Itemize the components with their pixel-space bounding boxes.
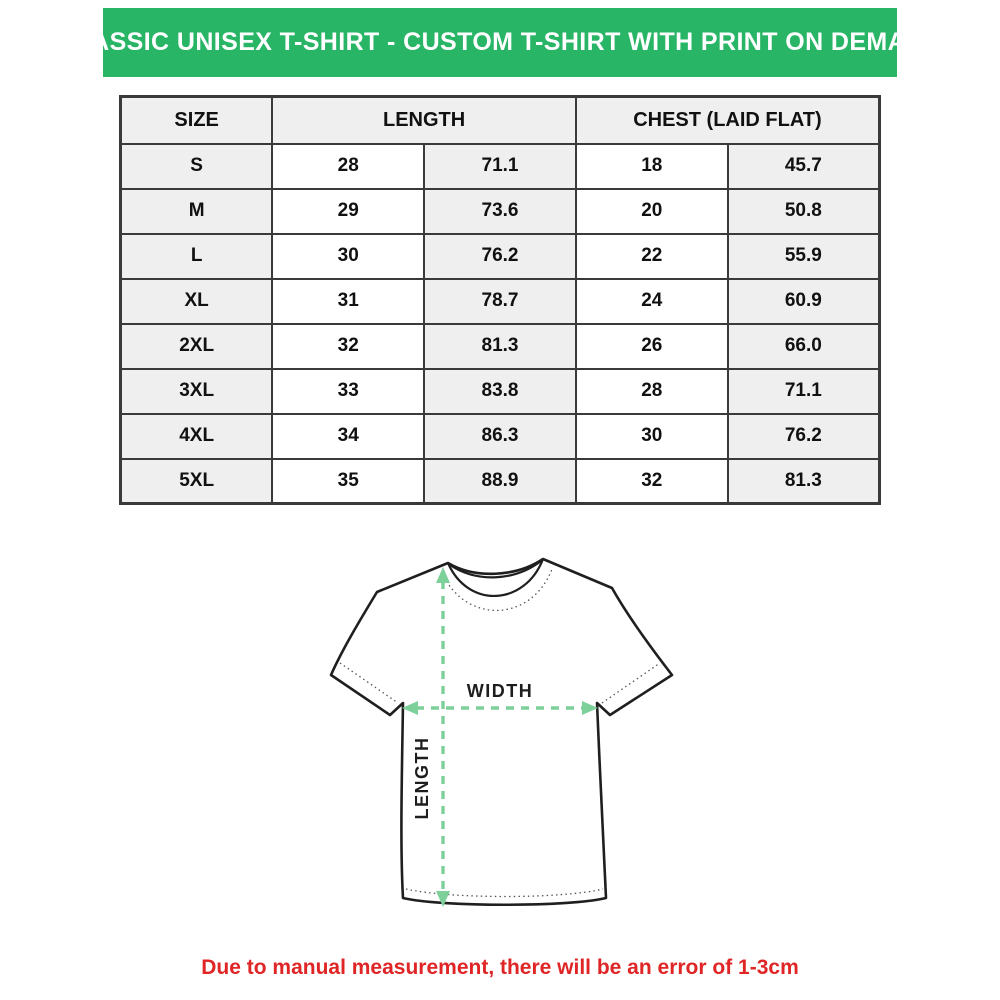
chest-in-cell: 32 <box>576 459 728 504</box>
size-cell: 4XL <box>121 414 273 459</box>
chest-cm-cell: 81.3 <box>728 459 880 504</box>
size-table-body <box>121 144 880 504</box>
length-in-cell: 31 <box>272 279 424 324</box>
tshirt-outline-icon <box>331 559 672 905</box>
chest-in-cell: 28 <box>576 369 728 414</box>
table-row <box>121 324 880 369</box>
length-cm-cell: 73.6 <box>424 189 576 234</box>
page-title: CLASSIC UNISEX T-SHIRT - CUSTOM T-SHIRT WITH PRINT ON DEMAND <box>56 28 944 56</box>
table-row <box>121 234 880 279</box>
col-header-size: SIZE <box>121 97 273 144</box>
tshirt-diagram-svg <box>310 545 690 925</box>
size-cell: 2XL <box>121 324 273 369</box>
length-in-cell: 33 <box>272 369 424 414</box>
length-cm-cell: 76.2 <box>424 234 576 279</box>
length-cm-cell: 83.8 <box>424 369 576 414</box>
chest-cm-cell: 71.1 <box>728 369 880 414</box>
chest-cm-cell: 76.2 <box>728 414 880 459</box>
size-cell: 3XL <box>121 369 273 414</box>
size-table-header <box>121 97 880 144</box>
chest-in-cell: 26 <box>576 324 728 369</box>
length-cm-cell: 78.7 <box>424 279 576 324</box>
length-cm-cell: 71.1 <box>424 144 576 189</box>
length-in-cell: 35 <box>272 459 424 504</box>
size-table <box>119 95 881 505</box>
chest-in-cell: 24 <box>576 279 728 324</box>
chest-cm-cell: 55.9 <box>728 234 880 279</box>
col-header-length: LENGTH <box>272 97 576 144</box>
length-label: LENGTH <box>412 736 432 820</box>
length-in-cell: 29 <box>272 189 424 234</box>
table-row <box>121 144 880 189</box>
chest-cm-cell: 60.9 <box>728 279 880 324</box>
length-cm-cell: 81.3 <box>424 324 576 369</box>
length-cm-cell: 88.9 <box>424 459 576 504</box>
chest-cm-cell: 45.7 <box>728 144 880 189</box>
length-in-cell: 28 <box>272 144 424 189</box>
length-in-cell: 32 <box>272 324 424 369</box>
size-cell: 5XL <box>121 459 273 504</box>
col-header-chest: CHEST (LAID FLAT) <box>576 97 880 144</box>
chest-cm-cell: 66.0 <box>728 324 880 369</box>
length-cm-cell: 86.3 <box>424 414 576 459</box>
size-cell: M <box>121 189 273 234</box>
table-row <box>121 414 880 459</box>
size-cell: L <box>121 234 273 279</box>
title-banner <box>56 8 944 77</box>
table-row <box>121 279 880 324</box>
table-row <box>121 189 880 234</box>
header-row <box>121 97 880 144</box>
length-in-cell: 34 <box>272 414 424 459</box>
size-cell: S <box>121 144 273 189</box>
length-in-cell: 30 <box>272 234 424 279</box>
chest-in-cell: 20 <box>576 189 728 234</box>
measurement-note: Due to manual measurement, there will be an error of 1-3cm <box>201 956 799 979</box>
table-row <box>121 459 880 504</box>
chest-in-cell: 22 <box>576 234 728 279</box>
size-cell: XL <box>121 279 273 324</box>
chest-cm-cell: 50.8 <box>728 189 880 234</box>
width-label: WIDTH <box>466 681 534 701</box>
chest-in-cell: 30 <box>576 414 728 459</box>
chest-in-cell: 18 <box>576 144 728 189</box>
table-row <box>121 369 880 414</box>
tshirt-diagram <box>310 545 690 925</box>
